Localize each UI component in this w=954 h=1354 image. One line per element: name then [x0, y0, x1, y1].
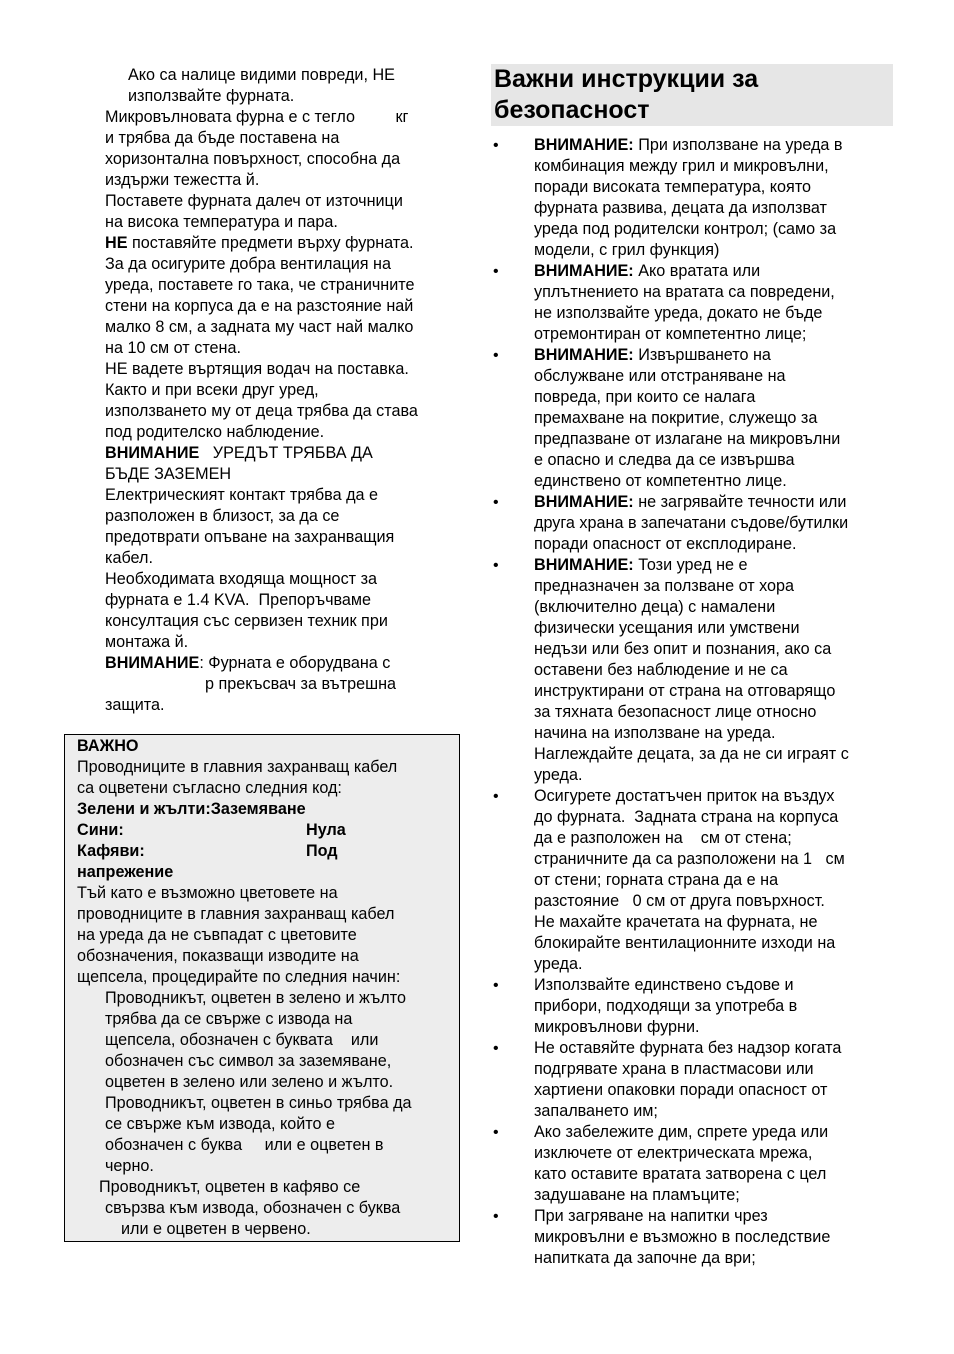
- text-run: обозначения, показващи изводите на: [77, 947, 359, 965]
- text-run: Проводникът, оцветен в синьо трябва да: [105, 1094, 412, 1112]
- text-run: запалването им;: [534, 1102, 658, 1120]
- text-run: защита.: [105, 696, 165, 714]
- section-heading-line-2: безопасност: [494, 96, 650, 124]
- text-run: кабел.: [105, 549, 153, 567]
- body-text-line: [105, 233, 414, 254]
- bullet-item-line: [534, 387, 755, 408]
- bullet-item-line: [534, 513, 848, 534]
- bullet-item-line: [534, 135, 843, 156]
- bullet-item-line: [534, 639, 831, 660]
- text-run: фурната развива, децата да използват: [534, 199, 827, 217]
- text-run: обозначен със символ за заземяване,: [105, 1052, 392, 1070]
- bullet-item-line: [534, 219, 836, 240]
- text-run: При загряване на напитки чрез: [534, 1207, 768, 1225]
- text-run: черно.: [105, 1157, 154, 1175]
- text-run: повреда, при които се налага: [534, 388, 756, 406]
- important-box-line: [77, 820, 346, 841]
- text-run: Не махайте крачетата на фурната, не: [534, 913, 818, 931]
- bullet-item-line: [534, 156, 829, 177]
- text-run: свързва към извода, обозначен с буква: [105, 1199, 401, 1217]
- bullet-item-line: [534, 660, 788, 681]
- text-run: За да осигурите добра вентилация на: [105, 255, 391, 273]
- important-box-line: [77, 946, 359, 967]
- bullet-item-line: [534, 324, 806, 345]
- body-text-line: [105, 296, 413, 317]
- bullet-icon: •: [493, 137, 499, 154]
- body-text-line: [105, 107, 408, 128]
- text-run: Сини:: [77, 821, 124, 839]
- bullet-icon: •: [493, 1040, 499, 1057]
- text-run: Ако забележите дим, спрете уреда или: [534, 1123, 829, 1141]
- text-run: не използвайте уреда, докато не бъде: [534, 304, 823, 322]
- body-text-line: [105, 170, 259, 191]
- text-run: ВНИМАНИЕ:: [534, 556, 634, 574]
- text-run: Този уред не е: [633, 556, 748, 574]
- text-run: разстояние 0 см от друга повърхност.: [534, 892, 825, 910]
- text-run: на уреда да не съвпадат с цветовите: [77, 926, 357, 944]
- bullet-item-line: [534, 1080, 827, 1101]
- bullet-item-line: [534, 912, 818, 933]
- text-run: НЕ вадете въртящия водач на поставка.: [105, 360, 409, 378]
- bullet-item-line: [534, 366, 786, 387]
- bullet-icon: •: [493, 1124, 499, 1141]
- text-run: Електрическият контакт трябва да е: [105, 486, 379, 504]
- text-run: р прекъсвач за вътрешна: [205, 675, 397, 693]
- text-run: ВНИМАНИЕ: [105, 444, 200, 462]
- important-box-line: [77, 883, 338, 904]
- bullet-item-line: [534, 744, 849, 765]
- body-text-line: [105, 527, 394, 548]
- bullet-icon: •: [493, 347, 499, 364]
- text-run: недъзи или без опит и познания, ако са: [534, 640, 832, 658]
- text-run: поради високата температура, която: [534, 178, 812, 196]
- text-run: комбинация между грил и микровълни,: [534, 157, 829, 175]
- text-run: : Фурната е оборудвана с: [199, 654, 391, 672]
- text-run: Под: [306, 842, 338, 860]
- important-box-line: [77, 904, 394, 925]
- text-run: изключете от електрическата мрежа,: [534, 1144, 813, 1162]
- text-run: използвайте фурната.: [128, 87, 295, 105]
- bullet-item-line: [534, 1017, 700, 1038]
- text-run: на висока температура и пара.: [105, 213, 338, 231]
- text-run: единствено от компетентно лице.: [534, 472, 787, 490]
- text-run: Ако вратата или: [633, 262, 761, 280]
- text-run: уреда, поставете го така, че страничните: [105, 276, 415, 294]
- important-box-line: [77, 757, 397, 778]
- text-run: Тъй като е възможно цветовете на: [77, 884, 338, 902]
- bullet-icon: •: [493, 1208, 499, 1225]
- text-run: Извършването на: [633, 346, 771, 364]
- text-run: уреда под родителски контрол; (само за: [534, 220, 837, 238]
- text-run: Необходимата входяща мощност за: [105, 570, 377, 588]
- bullet-item-line: [534, 408, 817, 429]
- bullet-item-line: [534, 492, 846, 513]
- body-text-line: [105, 338, 241, 359]
- bullet-icon: •: [493, 557, 499, 574]
- important-box-line: [77, 799, 306, 820]
- bullet-item-line: [534, 681, 835, 702]
- text-run: под родителско наблюдение.: [105, 423, 325, 441]
- text-run: монтажа й.: [105, 633, 189, 651]
- text-run: Поставете фурната далеч от източници: [105, 192, 403, 210]
- bullet-item-line: [534, 975, 794, 996]
- text-run: предпазване от излагане на микровълни: [534, 430, 841, 448]
- bullet-item-line: [534, 1248, 756, 1269]
- text-run: премахване на покритие, служещо за: [534, 409, 818, 427]
- text-run: страничните да са разположени на 1 см: [534, 850, 845, 868]
- text-run: и трябва да бъде поставена на: [105, 129, 340, 147]
- text-run: или е оцветен в червено.: [121, 1220, 311, 1238]
- body-text-line: [105, 485, 378, 506]
- important-box-line: [77, 967, 400, 988]
- text-run: щепсела, обозначен с буквата или: [105, 1031, 379, 1049]
- body-text-line: [105, 569, 377, 590]
- text-run: БЪДЕ ЗАЗЕМЕН: [105, 465, 232, 483]
- text-run: ВНИМАНИЕ:: [534, 262, 634, 280]
- bullet-item-line: [534, 1185, 740, 1206]
- body-text-line: [105, 548, 153, 569]
- important-box-line: [77, 925, 357, 946]
- text-run: ВНИМАНИЕ:: [534, 346, 634, 364]
- bullet-item-line: [534, 261, 760, 282]
- text-run: Проводникът, оцветен в кафяво се: [99, 1178, 361, 1196]
- text-run: обслужване или отстраняване на: [534, 367, 786, 385]
- text-run: оставени без наблюдение и не са: [534, 661, 788, 679]
- text-run: Нула: [306, 821, 346, 839]
- text-run: задушаване на пламъците;: [534, 1186, 740, 1204]
- bullet-item-line: [534, 849, 845, 870]
- bullet-item-line: [534, 954, 583, 975]
- bullet-item-line: [534, 345, 771, 366]
- text-run: При използване на уреда в: [633, 136, 843, 154]
- text-run: Наглеждайте децата, за да не си играят с: [534, 745, 849, 763]
- text-run: на 10 см от стена.: [105, 339, 241, 357]
- bullet-item-line: [534, 807, 838, 828]
- text-run: предназначен за ползване от хора: [534, 577, 795, 595]
- text-run: Осигурете достатъчен приток на въздух: [534, 787, 835, 805]
- text-run: издържи тежестта й.: [105, 171, 260, 189]
- text-run: хоризонтална повърхност, способна да: [105, 150, 401, 168]
- text-run: оцветен в зелено или зелено и жълто.: [105, 1073, 394, 1091]
- bullet-item-line: [534, 1143, 812, 1164]
- body-text-line: [105, 590, 371, 611]
- important-box-line: [105, 1198, 400, 1219]
- important-box-line: [105, 1135, 384, 1156]
- bullet-item-line: [534, 723, 776, 744]
- bullet-item-line: [534, 555, 748, 576]
- important-box-line: [77, 862, 173, 883]
- text-run: Ако са налице видими повреди, НЕ: [128, 66, 395, 84]
- text-run: модели, с грил функция): [534, 241, 720, 259]
- bullet-item-line: [534, 1206, 768, 1227]
- text-run: Зелени и жълти:Заземяване: [77, 800, 306, 818]
- text-run: проводниците в главния захранващ кабел: [77, 905, 395, 923]
- text-run: НЕ: [105, 234, 128, 252]
- text-run: уреда.: [534, 766, 583, 784]
- text-run: микровълни е възможно в последствие: [534, 1228, 831, 1246]
- body-text-line: [105, 212, 338, 233]
- bullet-item-line: [534, 1101, 658, 1122]
- text-run: са оцветени съгласно следния код:: [77, 779, 342, 797]
- body-text-line: [105, 653, 390, 674]
- text-run: трябва да се свърже с извода на: [105, 1010, 353, 1028]
- body-text-line: [205, 674, 396, 695]
- text-run: за тяхната безопасност лице относно: [534, 703, 817, 721]
- bullet-item-line: [534, 1038, 841, 1059]
- text-run: Не оставяйте фурната без надзор когата: [534, 1039, 842, 1057]
- bullet-item-line: [534, 1059, 814, 1080]
- important-box-line: [105, 1051, 391, 1072]
- bullet-item-line: [534, 933, 835, 954]
- text-run: Кафяви:: [77, 842, 145, 860]
- text-run: отремонтиран от компетентно лице;: [534, 325, 807, 343]
- bullet-item-line: [534, 702, 816, 723]
- text-run: поради опасност от експлодиране.: [534, 535, 797, 553]
- body-text-line: [105, 191, 403, 212]
- text-run: хартиени опаковки поради опасност от: [534, 1081, 828, 1099]
- text-run: (включително деца) с намалени: [534, 598, 776, 616]
- bullet-icon: •: [493, 977, 499, 994]
- bullet-item-line: [534, 765, 583, 786]
- bullet-item-line: [534, 450, 795, 471]
- text-run: разположен в близост, за да се: [105, 507, 340, 525]
- text-run: Микровълновата фурна е с тегло кг: [105, 108, 409, 126]
- text-run: до фурната. Задната страна на корпуса: [534, 808, 839, 826]
- important-box-line: [105, 1114, 335, 1135]
- bullet-item-line: [534, 240, 719, 261]
- body-text-line: [105, 380, 319, 401]
- text-run: да е разположен на см от стена;: [534, 829, 792, 847]
- text-run: фурната е 1.4 KVA. Препоръчваме: [105, 591, 372, 609]
- text-run: УРЕДЪТ ТРЯБВА ДА: [199, 444, 373, 462]
- body-text-line: [105, 695, 165, 716]
- important-box-line: [99, 1177, 360, 1198]
- important-box-line: [105, 1156, 154, 1177]
- section-heading: [491, 64, 893, 126]
- bullet-item-line: [534, 1164, 826, 1185]
- body-text-line: [105, 422, 324, 443]
- text-run: консултация със сервизен техник при: [105, 612, 388, 630]
- section-heading-line-1: Важни инструкции за: [494, 65, 759, 93]
- bullet-item-line: [534, 282, 835, 303]
- bullet-item-line: [534, 303, 822, 324]
- important-box-line: [105, 1030, 378, 1051]
- text-run: напрежение: [77, 863, 174, 881]
- text-run: прибори, подходящи за употреба в: [534, 997, 798, 1015]
- text-run: не загрявайте течности или: [633, 493, 847, 511]
- text-run: микровълнови фурни.: [534, 1018, 700, 1036]
- text-run: ВНИМАНИЕ:: [534, 136, 634, 154]
- body-text-line: [105, 128, 339, 149]
- bullet-icon: •: [493, 263, 499, 280]
- important-box-line: [77, 778, 342, 799]
- body-text-line: [105, 149, 400, 170]
- text-run: стени на корпуса да е на разстояние най: [105, 297, 414, 315]
- text-run: Използвайте единствено съдове и: [534, 976, 794, 994]
- text-run: ВАЖНО: [77, 737, 139, 755]
- bullet-item-line: [534, 1227, 830, 1248]
- body-text-line: [105, 254, 391, 275]
- important-box-line: [105, 988, 406, 1009]
- important-box-line: [77, 841, 338, 862]
- bullet-icon: •: [493, 788, 499, 805]
- important-box-line: [121, 1219, 311, 1240]
- text-run: от стени; горната страна да е на: [534, 871, 779, 889]
- bullet-item-line: [534, 177, 811, 198]
- text-run: уреда.: [534, 955, 583, 973]
- body-text-line: [128, 86, 294, 107]
- important-box-line: [105, 1072, 393, 1093]
- text-run: Проводниците в главния захранващ кабел: [77, 758, 398, 776]
- text-run: подгрявате храна в пластмасови или: [534, 1060, 814, 1078]
- important-box-line: [105, 1093, 412, 1114]
- body-text-line: [105, 464, 231, 485]
- text-run: предотврати опъване на захранващия: [105, 528, 395, 546]
- important-box-title: [77, 736, 139, 757]
- bullet-item-line: [534, 828, 792, 849]
- bullet-item-line: [534, 786, 835, 807]
- bullet-item-line: [534, 597, 775, 618]
- body-text-line: [105, 359, 409, 380]
- text-run: щепсела, процедирайте по следния начин:: [77, 968, 401, 986]
- text-run: физически усещания или умствени: [534, 619, 800, 637]
- text-run: Проводникът, оцветен в зелено и жълто: [105, 989, 406, 1007]
- bullet-item-line: [534, 429, 840, 450]
- bullet-icon: •: [493, 494, 499, 511]
- body-text-line: [105, 506, 339, 527]
- bullet-item-line: [534, 471, 787, 492]
- text-run: малко 8 см, а задната му част най малко: [105, 318, 414, 336]
- text-run: използването му от деца трябва да става: [105, 402, 418, 420]
- body-text-line: [105, 632, 188, 653]
- text-run: начина на използване на уреда.: [534, 724, 776, 742]
- text-run: поставяйте предмети върху фурната.: [127, 234, 414, 252]
- body-text-line: [105, 611, 388, 632]
- bullet-item-line: [534, 891, 825, 912]
- body-text-line: [105, 401, 418, 422]
- body-text-line: [105, 443, 373, 464]
- text-run: като оставите вратата затворена с цел: [534, 1165, 827, 1183]
- bullet-item-line: [534, 870, 778, 891]
- bullet-item-line: [534, 198, 827, 219]
- body-text-line: [105, 275, 415, 296]
- body-text-line: [128, 65, 395, 86]
- bullet-item-line: [534, 534, 796, 555]
- bullet-item-line: [534, 576, 794, 597]
- text-run: е опасно и следва да се извършва: [534, 451, 795, 469]
- text-run: блокирайте вентилационните изходи на: [534, 934, 836, 952]
- text-run: Както и при всеки друг уред,: [105, 381, 319, 399]
- text-run: уплътнението на вратата са повредени,: [534, 283, 835, 301]
- bullet-item-line: [534, 1122, 828, 1143]
- text-run: друга храна в запечатани съдове/бутилки: [534, 514, 849, 532]
- text-run: напитката да започне да ври;: [534, 1249, 756, 1267]
- bullet-item-line: [534, 996, 797, 1017]
- text-run: ВНИМАНИЕ: [105, 654, 200, 672]
- text-run: обозначен с буква или е оцветен в: [105, 1136, 384, 1154]
- text-run: се свърже към извода, който е: [105, 1115, 336, 1133]
- text-run: инструктирани от страна на отговарящо: [534, 682, 836, 700]
- body-text-line: [105, 317, 413, 338]
- text-run: ВНИМАНИЕ:: [534, 493, 634, 511]
- important-box-line: [105, 1009, 352, 1030]
- bullet-item-line: [534, 618, 800, 639]
